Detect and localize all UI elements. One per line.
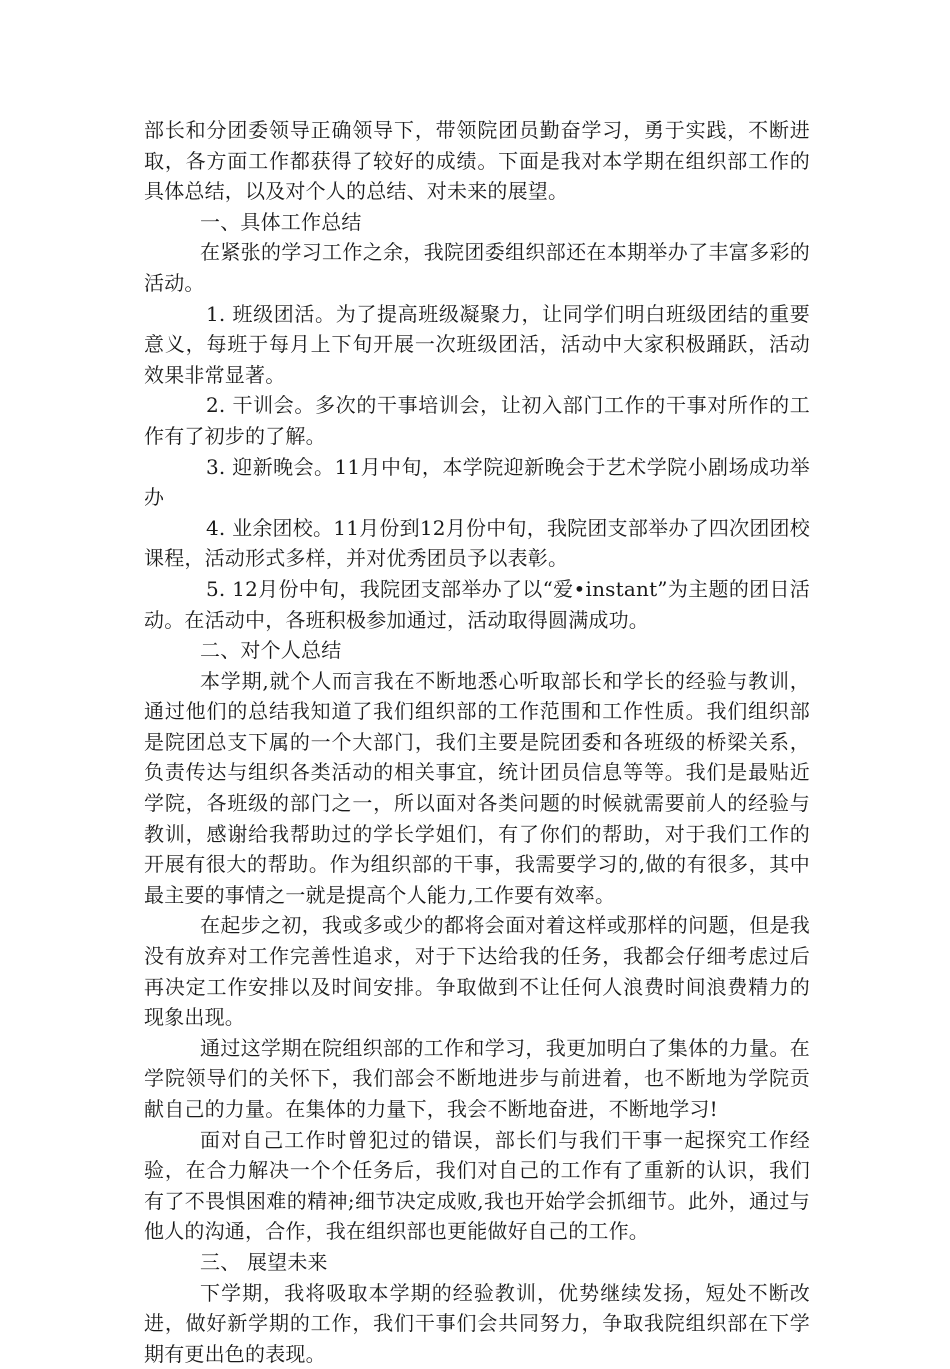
body-paragraph: 在紧张的学习工作之余，我院团委组织部还在本期举办了丰富多彩的活动。: [144, 240, 810, 295]
list-item-league-school: 4. 业余团校。11月份到12月份中旬，我院团支部举办了四次团团校课程，活动形式多样，并对优秀团员予以表彰。: [144, 515, 810, 571]
section-heading-personal-summary: 二、对个人总结: [200, 638, 342, 663]
body-paragraph: 下学期，我将吸取本学期的经验教训，优势继续发扬，短处不断改进，做好新学期的工作，我们干事们会共同努力，争取我院组织部在下学期有更出色的表现。: [144, 1280, 810, 1366]
body-paragraph: 面对自己工作时曾犯过的错误，部长们与我们干事一起探究工作经验，在合力解决一个个任务后，我们对自己的工作有了重新的认识，我们有了不畏惧困难的精神;细节决定成败,我也开始学会抓细节。此外，通过与他人的沟通，合作，我在组织部也更能做好自己的工作。: [144, 1127, 810, 1244]
body-paragraph: 在起步之初，我或多或少的都将会面对着这样或那样的问题，但是我没有放弃对工作完善性追求，对于下达给我的任务，我都会仔细考虑过后再决定工作安排以及时间安排。争取做到不让任何人浪费时间浪费精力的现象出现。: [144, 913, 810, 1030]
section-heading-work-summary: 一、具体工作总结: [200, 209, 362, 234]
list-item-training: 2. 干训会。多次的干事培训会，让初入部门工作的干事对所作的工作有了初步的了解。: [144, 393, 810, 448]
list-item-welcome-party: 3. 迎新晚会。11月中旬，本学院迎新晚会于艺术学院小剧场成功举办: [144, 454, 810, 510]
list-item-class-activity: 1. 班级团活。为了提高班级凝聚力，让同学们明白班级团结的重要意义，每班于每月上下旬开展一次班级团活，活动中大家积极踊跃，活动效果非常显著。: [144, 301, 810, 387]
section-heading-outlook: 三、 展望未来: [200, 1249, 328, 1274]
body-paragraph: 本学期,就个人而言我在不断地悉心听取部长和学长的经验与教训，通过他们的总结我知道了我们组织部的工作范围和工作性质。我们组织部是院团总支下属的一个大部门，我们主要是院团委和各班级的桥梁关系，负责传达与组织各类活动的相关事宜，统计团员信息等等。我们是最贴近学院，各班级的部门之一，所以面对各类问题的时候就需要前人的经验与教训，感谢给我帮助过的学长学姐们，有了你们的帮助，对于我们工作的开展有很大的帮助。作为组织部的干事，我需要学习的,做的有很多，其中最主要的事情之一就是提高个人能力,工作要有效率。: [144, 668, 810, 907]
body-paragraph-intro: 部长和分团委领导正确领导下，带领院团员勤奋学习，勇于实践，不断进取，各方面工作都获得了较好的成绩。下面是我对本学期在组织部工作的具体总结，以及对个人的总结、对未来的展望。: [144, 118, 810, 204]
document-page: [144, 115, 810, 1369]
list-item-league-day: 5. 12月份中旬，我院团支部举办了以“爱•instant”为主题的团日活动。在活动中，各班积极参加通过，活动取得圆满成功。: [144, 576, 810, 632]
body-paragraph: 通过这学期在院组织部的工作和学习，我更加明白了集体的力量。在学院领导们的关怀下，我们部会不断地进步与前进着，也不断地为学院贡献自己的力量。在集体的力量下，我会不断地奋进，不断地学习!: [144, 1035, 810, 1121]
